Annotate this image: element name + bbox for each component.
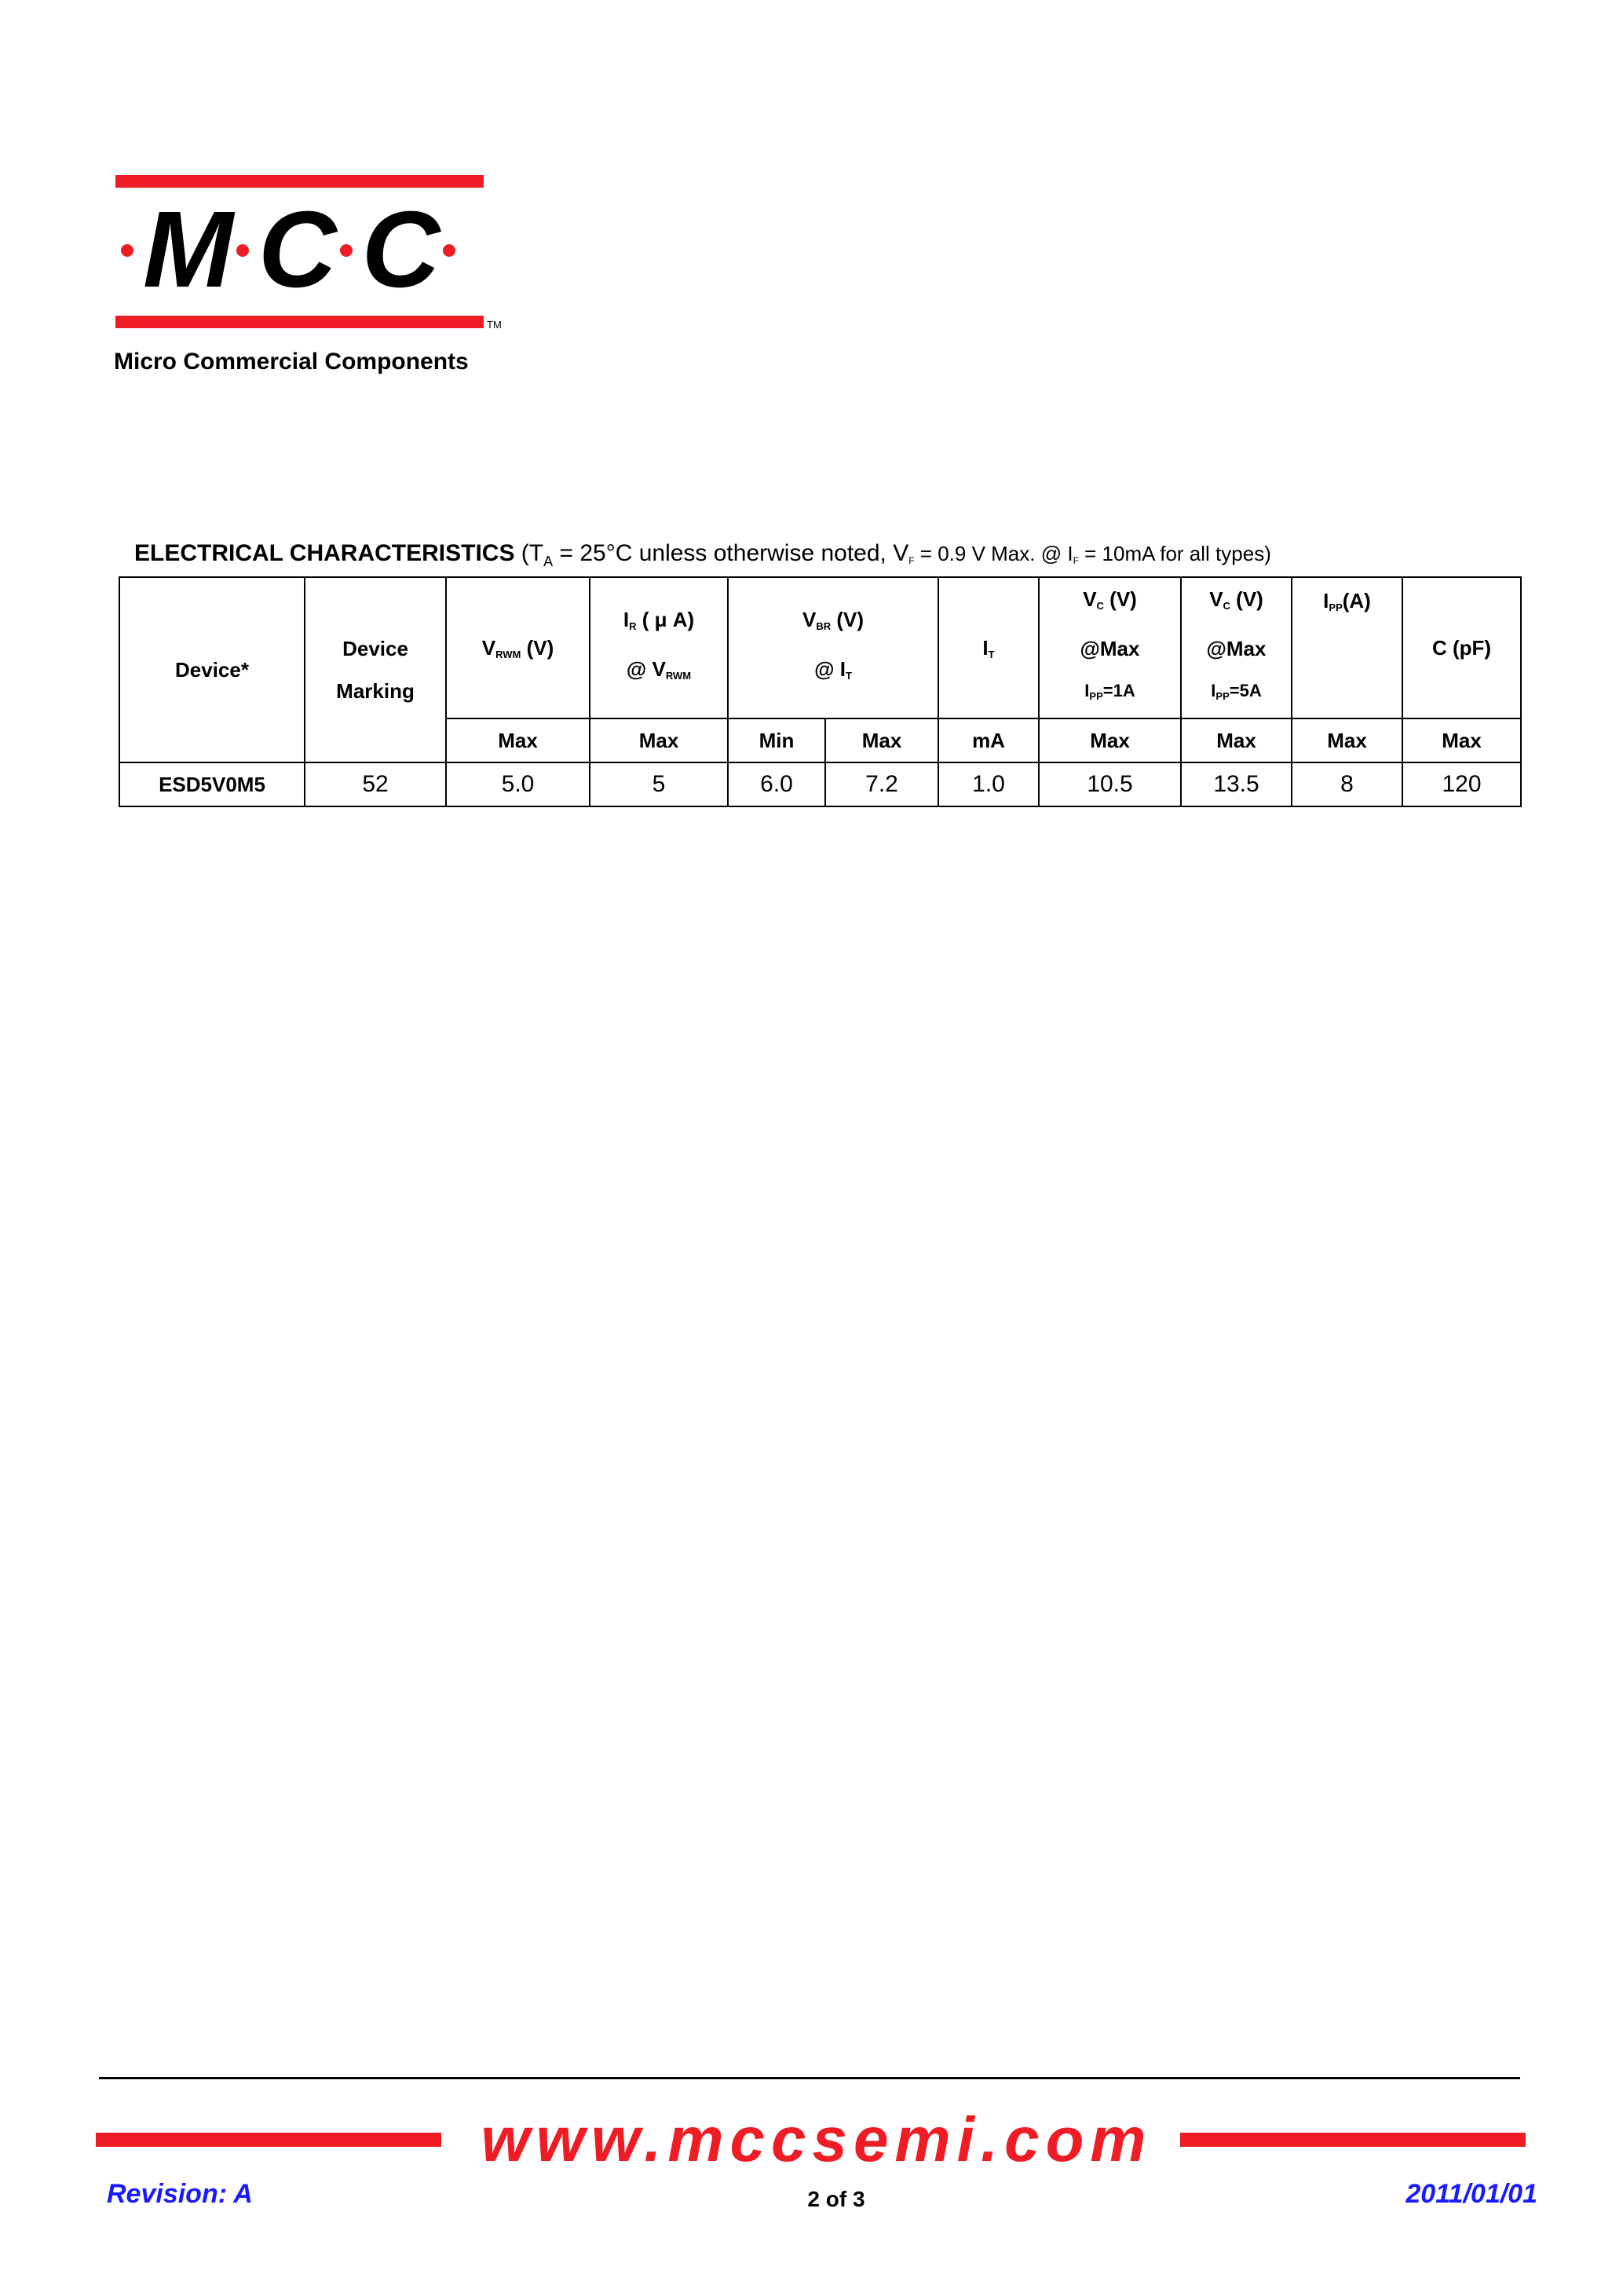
- website-prefix: www.mccsemi: [481, 2104, 981, 2174]
- subheader-cell: Max: [1402, 718, 1521, 762]
- footer-left-red-bar: [96, 2133, 441, 2147]
- subheader-cell: Max: [1181, 718, 1292, 762]
- heading-cond-open: (T: [521, 540, 544, 566]
- company-name: Micro Commercial Components: [114, 349, 469, 375]
- electrical-characteristics-table: [119, 576, 1522, 807]
- mcc-logo: [118, 189, 455, 310]
- subheader-cell: Max: [1039, 718, 1181, 762]
- header-ipp: $I_{PP}(A)$: [1292, 577, 1402, 718]
- header-device-marking: Device Marking: [305, 577, 446, 762]
- if-subscript: F: [1073, 555, 1079, 566]
- cell-it: 1.0: [938, 762, 1039, 806]
- cell-ipp-max: 8: [1292, 762, 1402, 806]
- revision-date: 2011/01/01: [1406, 2179, 1537, 2209]
- logo-dot-icon: [236, 244, 249, 257]
- logo-letter-c2: C: [361, 189, 440, 310]
- cell-device: ESD5V0M5: [119, 762, 305, 806]
- table-row: [119, 762, 1521, 806]
- ta-subscript: A: [543, 554, 554, 569]
- footer-right-red-bar: [1180, 2133, 1526, 2147]
- header-vrwm: $V_{RWM}$ (V): [446, 577, 590, 718]
- logo-dot-icon: [340, 244, 353, 257]
- cell-ir-max: 5: [590, 762, 728, 806]
- header-vc-5a: $V_C$ (V) @Max $I_{PP}=5A$: [1181, 577, 1292, 718]
- revision-label: Revision: A: [107, 2179, 253, 2209]
- table-header-row: [119, 577, 1521, 718]
- header-vbr: $V_{BR}$ (V) @ $I_T$: [728, 577, 938, 718]
- website-suffix: .com: [980, 2104, 1153, 2174]
- heading-title: ELECTRICAL CHARACTERISTICS: [134, 540, 515, 566]
- subheader-cell: Max: [1292, 718, 1402, 762]
- header-capacitance: C (pF): [1402, 577, 1521, 718]
- cell-marking: 52: [305, 762, 446, 806]
- header-it: $I_T$: [938, 577, 1039, 718]
- cell-vbr-max: 7.2: [825, 762, 938, 806]
- logo-bottom-bar: [115, 316, 484, 328]
- cell-vc-1a-max: 10.5: [1039, 762, 1181, 806]
- logo-dot-icon: [121, 244, 133, 257]
- header-ir: $I_R$ ( μ A) @ $V_{RWM}$: [590, 577, 728, 718]
- logo-letter-m: M: [143, 189, 233, 310]
- subheader-cell: Max: [590, 718, 728, 762]
- header-vc-1a: $V_C$ (V) @Max $I_{PP}=1A$: [1039, 577, 1181, 718]
- subheader-cell: mA: [938, 718, 1039, 762]
- page-number: 2 of 3: [807, 2187, 865, 2211]
- heading-cond-2: = 0.9 V Max. @ I: [914, 542, 1073, 565]
- cell-vc-5a-max: 13.5: [1181, 762, 1292, 806]
- vf-subscript: F: [908, 555, 915, 566]
- logo-top-bar: [115, 175, 484, 188]
- cell-vbr-min: 6.0: [728, 762, 825, 806]
- heading-cond-3: = 10mA for all types): [1078, 542, 1271, 565]
- subheader-cell: Max: [825, 718, 938, 762]
- footer-divider: [99, 2077, 1520, 2079]
- heading-cond-1: = 25°C unless otherwise noted, V: [553, 540, 909, 566]
- website-link[interactable]: [455, 2104, 1178, 2175]
- subheader-cell: Min: [728, 718, 825, 762]
- cell-capacitance-max: 120: [1402, 762, 1521, 806]
- subheader-cell: Max: [446, 718, 590, 762]
- logo-dot-icon: [443, 244, 455, 257]
- electrical-characteristics-heading: [134, 540, 1271, 570]
- logo-letter-c1: C: [258, 189, 337, 310]
- header-device: Device*: [119, 577, 305, 762]
- cell-vrwm-max: 5.0: [446, 762, 590, 806]
- trademark-mark: TM: [487, 319, 502, 331]
